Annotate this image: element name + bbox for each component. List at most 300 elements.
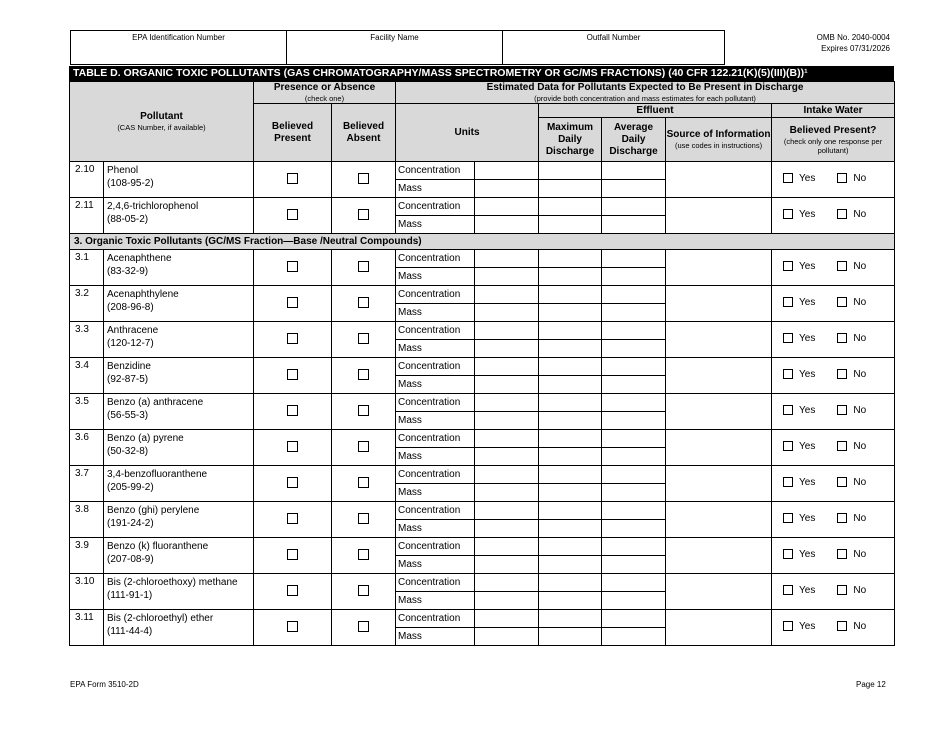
intake-no-checkbox[interactable]	[837, 621, 847, 631]
avg-daily-mass-field[interactable]	[602, 556, 666, 574]
avg-daily-mass-field[interactable]	[602, 180, 666, 198]
avg-daily-mass-field[interactable]	[602, 216, 666, 234]
pollutant-number: 3.5	[70, 394, 104, 430]
intake-yes-checkbox[interactable]	[783, 405, 793, 415]
max-daily-mass-field[interactable]	[539, 268, 602, 286]
pollutant-name-cell	[104, 502, 254, 538]
no-label: No	[853, 172, 867, 184]
concentration-units-field[interactable]	[475, 198, 539, 216]
concentration-units-field[interactable]	[475, 162, 539, 180]
source-field[interactable]	[666, 538, 772, 574]
epa-id-field[interactable]	[71, 31, 287, 65]
believed-present-checkbox[interactable]	[287, 513, 298, 524]
max-daily-concentration-field[interactable]	[539, 286, 602, 304]
max-daily-mass-field[interactable]	[539, 448, 602, 466]
mass-label: Mass	[396, 412, 475, 430]
avg-daily-concentration-field[interactable]	[602, 322, 666, 340]
believed-absent-cell	[332, 394, 396, 430]
yes-label: Yes	[799, 512, 816, 524]
pollutant-name-cell	[104, 322, 254, 358]
mass-units-field[interactable]	[475, 520, 539, 538]
intake-no-checkbox[interactable]	[837, 261, 847, 271]
concentration-label: Concentration	[396, 250, 475, 268]
believed-present-cell	[254, 162, 332, 198]
max-daily-mass-field[interactable]	[539, 484, 602, 502]
pollutant-name: Benzo (a) pyrene	[107, 433, 184, 444]
max-daily-mass-field[interactable]	[539, 592, 602, 610]
believed-present-checkbox[interactable]	[287, 297, 298, 308]
source-field[interactable]	[666, 430, 772, 466]
believed-absent-cell	[332, 322, 396, 358]
intake-no-checkbox[interactable]	[837, 173, 847, 183]
believed-present-cell	[254, 538, 332, 574]
max-daily-mass-field[interactable]	[539, 556, 602, 574]
max-daily-mass-field[interactable]	[539, 412, 602, 430]
concentration-units-field[interactable]	[475, 610, 539, 628]
believed-present-cell	[254, 394, 332, 430]
units-header: Units	[396, 104, 539, 162]
avg-daily-concentration-field[interactable]	[602, 430, 666, 448]
yes-label: Yes	[799, 620, 816, 632]
source-header-note: (use codes in instructions)	[674, 141, 763, 150]
believed-present-checkbox[interactable]	[287, 209, 298, 220]
intake-no-checkbox[interactable]	[837, 297, 847, 307]
believed-absent-checkbox[interactable]	[358, 621, 369, 632]
pollutant-row	[70, 466, 895, 484]
intake-no-checkbox[interactable]	[837, 513, 847, 523]
mass-units-field[interactable]	[475, 592, 539, 610]
pollutant-number: 3.10	[70, 574, 104, 610]
believed-present-cell	[254, 430, 332, 466]
max-daily-mass-field[interactable]	[539, 376, 602, 394]
believed-present-checkbox[interactable]	[287, 585, 298, 596]
mass-units-field[interactable]	[475, 448, 539, 466]
yes-label: Yes	[799, 548, 816, 560]
no-label: No	[853, 260, 867, 272]
source-field[interactable]	[666, 250, 772, 286]
max-daily-concentration-field[interactable]	[539, 466, 602, 484]
avg-daily-concentration-field[interactable]	[602, 466, 666, 484]
concentration-label: Concentration	[396, 610, 475, 628]
mass-units-field[interactable]	[475, 268, 539, 286]
believed-present-cell	[254, 502, 332, 538]
believed-present-cell	[254, 286, 332, 322]
table-title: TABLE D. ORGANIC TOXIC POLLUTANTS (GAS CHROMATOGRAPHY/MASS SPECTROMETRY OR GC/MS FRACTIONS) (40 CFR 122.21(K)(5)(III)(B))¹	[69, 66, 894, 81]
omb-expires: Expires 07/31/2026	[821, 44, 890, 53]
intake-response-cell	[772, 250, 895, 286]
mass-label: Mass	[396, 556, 475, 574]
mass-label: Mass	[396, 376, 475, 394]
max-daily-mass-field[interactable]	[539, 340, 602, 358]
pollutant-name: Benzo (k) fluoranthene	[107, 541, 209, 552]
estimated-header	[396, 82, 895, 104]
avg-daily-concentration-field[interactable]	[602, 394, 666, 412]
no-label: No	[853, 332, 867, 344]
pollutant-name-cell	[104, 198, 254, 234]
believed-present-checkbox[interactable]	[287, 549, 298, 560]
pollutant-name-cell	[104, 430, 254, 466]
pollutant-table	[69, 81, 895, 646]
source-field[interactable]	[666, 574, 772, 610]
concentration-units-field[interactable]	[475, 322, 539, 340]
pollutant-row	[70, 250, 895, 268]
believed-present-q-label: Believed Present?	[789, 124, 877, 136]
believed-present-cell	[254, 250, 332, 286]
avg-daily-mass-field[interactable]	[602, 520, 666, 538]
pollutant-name: Bis (2-chloroethoxy) methane	[107, 577, 238, 588]
facility-name-label: Facility Name	[370, 33, 419, 42]
believed-absent-cell	[332, 466, 396, 502]
no-label: No	[853, 584, 867, 596]
pollutant-number: 3.11	[70, 610, 104, 646]
believed-absent-checkbox[interactable]	[358, 297, 369, 308]
concentration-units-field[interactable]	[475, 502, 539, 520]
no-label: No	[853, 208, 867, 220]
max-daily-concentration-field[interactable]	[539, 610, 602, 628]
believed-absent-cell	[332, 430, 396, 466]
source-field[interactable]	[666, 610, 772, 646]
pollutant-row	[70, 162, 895, 180]
believed-absent-cell	[332, 610, 396, 646]
avg-daily-header: Average Daily Discharge	[602, 118, 666, 162]
pollutant-cas: (56-55-3)	[107, 410, 149, 421]
concentration-label: Concentration	[396, 394, 475, 412]
avg-daily-concentration-field[interactable]	[602, 250, 666, 268]
max-daily-mass-field[interactable]	[539, 520, 602, 538]
avg-daily-concentration-field[interactable]	[602, 502, 666, 520]
mass-units-field[interactable]	[475, 484, 539, 502]
no-label: No	[853, 440, 867, 452]
source-field[interactable]	[666, 162, 772, 198]
no-label: No	[853, 476, 867, 488]
intake-yes-checkbox[interactable]	[783, 585, 793, 595]
max-daily-concentration-field[interactable]	[539, 538, 602, 556]
pollutant-cas: (205-99-2)	[107, 482, 154, 493]
pollutant-number: 3.7	[70, 466, 104, 502]
believed-present-q-header	[772, 118, 895, 162]
believed-absent-cell	[332, 358, 396, 394]
pollutant-name: Bis (2-chloroethyl) ether	[107, 613, 214, 624]
yes-label: Yes	[799, 368, 816, 380]
believed-absent-checkbox[interactable]	[358, 549, 369, 560]
max-daily-header: Maximum Daily Discharge	[539, 118, 602, 162]
concentration-units-field[interactable]	[475, 358, 539, 376]
intake-response-cell	[772, 502, 895, 538]
mass-units-field[interactable]	[475, 376, 539, 394]
believed-present-header: Believed Present	[254, 104, 332, 162]
form-number: EPA Form 3510-2D	[70, 680, 139, 689]
intake-yes-checkbox[interactable]	[783, 441, 793, 451]
pollutant-row	[70, 394, 895, 412]
mass-units-field[interactable]	[475, 628, 539, 646]
pollutant-cas: (88-05-2)	[107, 214, 149, 225]
believed-present-cell	[254, 198, 332, 234]
intake-no-checkbox[interactable]	[837, 405, 847, 415]
pollutant-row	[70, 502, 895, 520]
intake-response-cell	[772, 574, 895, 610]
source-field[interactable]	[666, 286, 772, 322]
mass-units-field[interactable]	[475, 304, 539, 322]
max-daily-concentration-field[interactable]	[539, 394, 602, 412]
avg-daily-concentration-field[interactable]	[602, 198, 666, 216]
avg-daily-mass-field[interactable]	[602, 448, 666, 466]
mass-label: Mass	[396, 484, 475, 502]
pollutant-name: Benzo (a) anthracene	[107, 397, 204, 408]
intake-yes-checkbox[interactable]	[783, 621, 793, 631]
intake-yes-checkbox[interactable]	[783, 209, 793, 219]
intake-no-checkbox[interactable]	[837, 585, 847, 595]
pollutant-number: 3.3	[70, 322, 104, 358]
concentration-label: Concentration	[396, 322, 475, 340]
avg-daily-concentration-field[interactable]	[602, 162, 666, 180]
presence-header-note: (check one)	[304, 94, 345, 103]
believed-present-cell	[254, 574, 332, 610]
believed-present-cell	[254, 466, 332, 502]
omb-info	[817, 32, 890, 54]
max-daily-mass-field[interactable]	[539, 216, 602, 234]
mass-label: Mass	[396, 340, 475, 358]
mass-units-field[interactable]	[475, 412, 539, 430]
intake-yes-checkbox[interactable]	[783, 549, 793, 559]
mass-units-field[interactable]	[475, 216, 539, 234]
source-field[interactable]	[666, 502, 772, 538]
concentration-units-field[interactable]	[475, 574, 539, 592]
pollutant-name: Acenaphthylene	[107, 289, 179, 300]
pollutant-row	[70, 286, 895, 304]
pollutant-name: Anthracene	[107, 325, 159, 336]
avg-daily-mass-field[interactable]	[602, 484, 666, 502]
mass-label: Mass	[396, 592, 475, 610]
intake-no-checkbox[interactable]	[837, 441, 847, 451]
intake-response-cell	[772, 538, 895, 574]
intake-no-checkbox[interactable]	[837, 477, 847, 487]
pollutant-name-cell	[104, 162, 254, 198]
believed-absent-cell	[332, 502, 396, 538]
yes-label: Yes	[799, 476, 816, 488]
pollutant-name-cell	[104, 466, 254, 502]
pollutant-name-cell	[104, 250, 254, 286]
mass-units-field[interactable]	[475, 556, 539, 574]
avg-daily-concentration-field[interactable]	[602, 574, 666, 592]
source-field[interactable]	[666, 466, 772, 502]
concentration-units-field[interactable]	[475, 466, 539, 484]
mass-label: Mass	[396, 180, 475, 198]
source-field[interactable]	[666, 198, 772, 234]
believed-absent-header: Believed Absent	[332, 104, 396, 162]
intake-no-checkbox[interactable]	[837, 209, 847, 219]
max-daily-mass-field[interactable]	[539, 304, 602, 322]
intake-yes-checkbox[interactable]	[783, 513, 793, 523]
avg-daily-concentration-field[interactable]	[602, 610, 666, 628]
believed-absent-cell	[332, 286, 396, 322]
believed-absent-checkbox[interactable]	[358, 369, 369, 380]
avg-daily-mass-field[interactable]	[602, 628, 666, 646]
intake-response-cell	[772, 466, 895, 502]
pollutant-cas: (83-32-9)	[107, 266, 149, 277]
believed-absent-cell	[332, 162, 396, 198]
avg-daily-concentration-field[interactable]	[602, 286, 666, 304]
intake-response-cell	[772, 394, 895, 430]
intake-yes-checkbox[interactable]	[783, 477, 793, 487]
pollutant-name-cell	[104, 286, 254, 322]
epa-id-label: EPA Identification Number	[132, 33, 225, 42]
avg-daily-concentration-field[interactable]	[602, 358, 666, 376]
no-label: No	[853, 512, 867, 524]
source-field[interactable]	[666, 358, 772, 394]
intake-no-checkbox[interactable]	[837, 369, 847, 379]
facility-name-field[interactable]	[287, 31, 503, 65]
pollutant-row	[70, 574, 895, 592]
believed-absent-checkbox[interactable]	[358, 405, 369, 416]
concentration-units-field[interactable]	[475, 394, 539, 412]
section-row	[70, 234, 895, 250]
max-daily-concentration-field[interactable]	[539, 198, 602, 216]
believed-present-checkbox[interactable]	[287, 333, 298, 344]
concentration-label: Concentration	[396, 430, 475, 448]
believed-present-checkbox[interactable]	[287, 405, 298, 416]
believed-absent-checkbox[interactable]	[358, 513, 369, 524]
outfall-number-field[interactable]	[503, 31, 725, 65]
max-daily-concentration-field[interactable]	[539, 162, 602, 180]
believed-present-checkbox[interactable]	[287, 441, 298, 452]
believed-absent-checkbox[interactable]	[358, 441, 369, 452]
max-daily-concentration-field[interactable]	[539, 358, 602, 376]
max-daily-concentration-field[interactable]	[539, 502, 602, 520]
believed-absent-checkbox[interactable]	[358, 333, 369, 344]
estimated-header-note: (provide both concentration and mass estimates for each pollutant)	[534, 94, 756, 103]
yes-label: Yes	[799, 208, 816, 220]
intake-no-checkbox[interactable]	[837, 333, 847, 343]
max-daily-concentration-field[interactable]	[539, 574, 602, 592]
avg-daily-concentration-field[interactable]	[602, 538, 666, 556]
intake-yes-checkbox[interactable]	[783, 297, 793, 307]
yes-label: Yes	[799, 260, 816, 272]
pollutant-name: 3,4-benzofluoranthene	[107, 469, 208, 480]
source-header-label: Source of Information	[666, 129, 771, 140]
mass-units-field[interactable]	[475, 180, 539, 198]
yes-label: Yes	[799, 332, 816, 344]
omb-number: OMB No. 2040-0004	[816, 33, 890, 42]
intake-response-cell	[772, 198, 895, 234]
intake-response-cell	[772, 162, 895, 198]
believed-present-checkbox[interactable]	[287, 261, 298, 272]
concentration-label: Concentration	[396, 162, 475, 180]
believed-absent-checkbox[interactable]	[358, 261, 369, 272]
pollutant-cas: (208-96-8)	[107, 302, 154, 313]
max-daily-concentration-field[interactable]	[539, 430, 602, 448]
pollutant-name-cell	[104, 574, 254, 610]
yes-label: Yes	[799, 172, 816, 184]
concentration-label: Concentration	[396, 198, 475, 216]
avg-daily-mass-field[interactable]	[602, 592, 666, 610]
pollutant-cas: (111-44-4)	[107, 626, 153, 637]
believed-present-cell	[254, 358, 332, 394]
yes-label: Yes	[799, 296, 816, 308]
believed-absent-checkbox[interactable]	[358, 173, 369, 184]
pollutant-header-note: (CAS Number, if available)	[117, 123, 206, 132]
pollutant-cas: (111-91-1)	[107, 590, 153, 601]
believed-absent-cell	[332, 250, 396, 286]
avg-daily-mass-field[interactable]	[602, 376, 666, 394]
intake-response-cell	[772, 430, 895, 466]
mass-units-field[interactable]	[475, 340, 539, 358]
intake-yes-checkbox[interactable]	[783, 261, 793, 271]
concentration-label: Concentration	[396, 286, 475, 304]
pollutant-number: 3.1	[70, 250, 104, 286]
believed-absent-checkbox[interactable]	[358, 585, 369, 596]
concentration-label: Concentration	[396, 358, 475, 376]
pollutant-number: 3.6	[70, 430, 104, 466]
avg-daily-mass-field[interactable]	[602, 268, 666, 286]
believed-present-checkbox[interactable]	[287, 621, 298, 632]
mass-label: Mass	[396, 304, 475, 322]
source-field[interactable]	[666, 394, 772, 430]
pollutant-name-cell	[104, 358, 254, 394]
pollutant-number: 3.8	[70, 502, 104, 538]
believed-present-checkbox[interactable]	[287, 173, 298, 184]
max-daily-mass-field[interactable]	[539, 180, 602, 198]
intake-yes-checkbox[interactable]	[783, 369, 793, 379]
yes-label: Yes	[799, 440, 816, 452]
outfall-number-label: Outfall Number	[586, 33, 641, 42]
believed-absent-checkbox[interactable]	[358, 209, 369, 220]
source-field[interactable]	[666, 322, 772, 358]
effluent-header: Effluent	[539, 104, 772, 118]
believed-present-checkbox[interactable]	[287, 477, 298, 488]
pollutant-cas: (120-12-7)	[107, 338, 154, 349]
concentration-units-field[interactable]	[475, 250, 539, 268]
pollutant-row	[70, 198, 895, 216]
section-3-heading: 3. Organic Toxic Pollutants (GC/MS Fraction—Base /Neutral Compounds)	[70, 234, 895, 250]
pollutant-cas: (207-08-9)	[107, 554, 154, 565]
pollutant-name: Acenaphthene	[107, 253, 172, 264]
pollutant-name: Phenol	[107, 165, 139, 176]
intake-response-cell	[772, 322, 895, 358]
page-number: Page 12	[856, 680, 886, 689]
avg-daily-mass-field[interactable]	[602, 340, 666, 358]
intake-yes-checkbox[interactable]	[783, 173, 793, 183]
concentration-units-field[interactable]	[475, 538, 539, 556]
estimated-header-label: Estimated Data for Pollutants Expected to Be Present in Discharge	[486, 82, 804, 93]
believed-present-cell	[254, 322, 332, 358]
mass-label: Mass	[396, 216, 475, 234]
intake-no-checkbox[interactable]	[837, 549, 847, 559]
pollutant-header	[70, 82, 254, 162]
intake-yes-checkbox[interactable]	[783, 333, 793, 343]
max-daily-mass-field[interactable]	[539, 628, 602, 646]
header-id-table	[70, 30, 725, 65]
max-daily-concentration-field[interactable]	[539, 322, 602, 340]
yes-label: Yes	[799, 404, 816, 416]
pollutant-header-label: Pollutant	[140, 111, 183, 122]
believed-absent-checkbox[interactable]	[358, 477, 369, 488]
concentration-units-field[interactable]	[475, 286, 539, 304]
pollutant-cas: (50-32-8)	[107, 446, 149, 457]
believed-present-checkbox[interactable]	[287, 369, 298, 380]
pollutant-name-cell	[104, 394, 254, 430]
source-header	[666, 118, 772, 162]
pollutant-cas: (191-24-2)	[107, 518, 154, 529]
avg-daily-mass-field[interactable]	[602, 412, 666, 430]
avg-daily-mass-field[interactable]	[602, 304, 666, 322]
concentration-units-field[interactable]	[475, 430, 539, 448]
believed-present-cell	[254, 610, 332, 646]
yes-label: Yes	[799, 584, 816, 596]
mass-label: Mass	[396, 628, 475, 646]
pollutant-name: Benzidine	[107, 361, 151, 372]
max-daily-concentration-field[interactable]	[539, 250, 602, 268]
mass-label: Mass	[396, 268, 475, 286]
